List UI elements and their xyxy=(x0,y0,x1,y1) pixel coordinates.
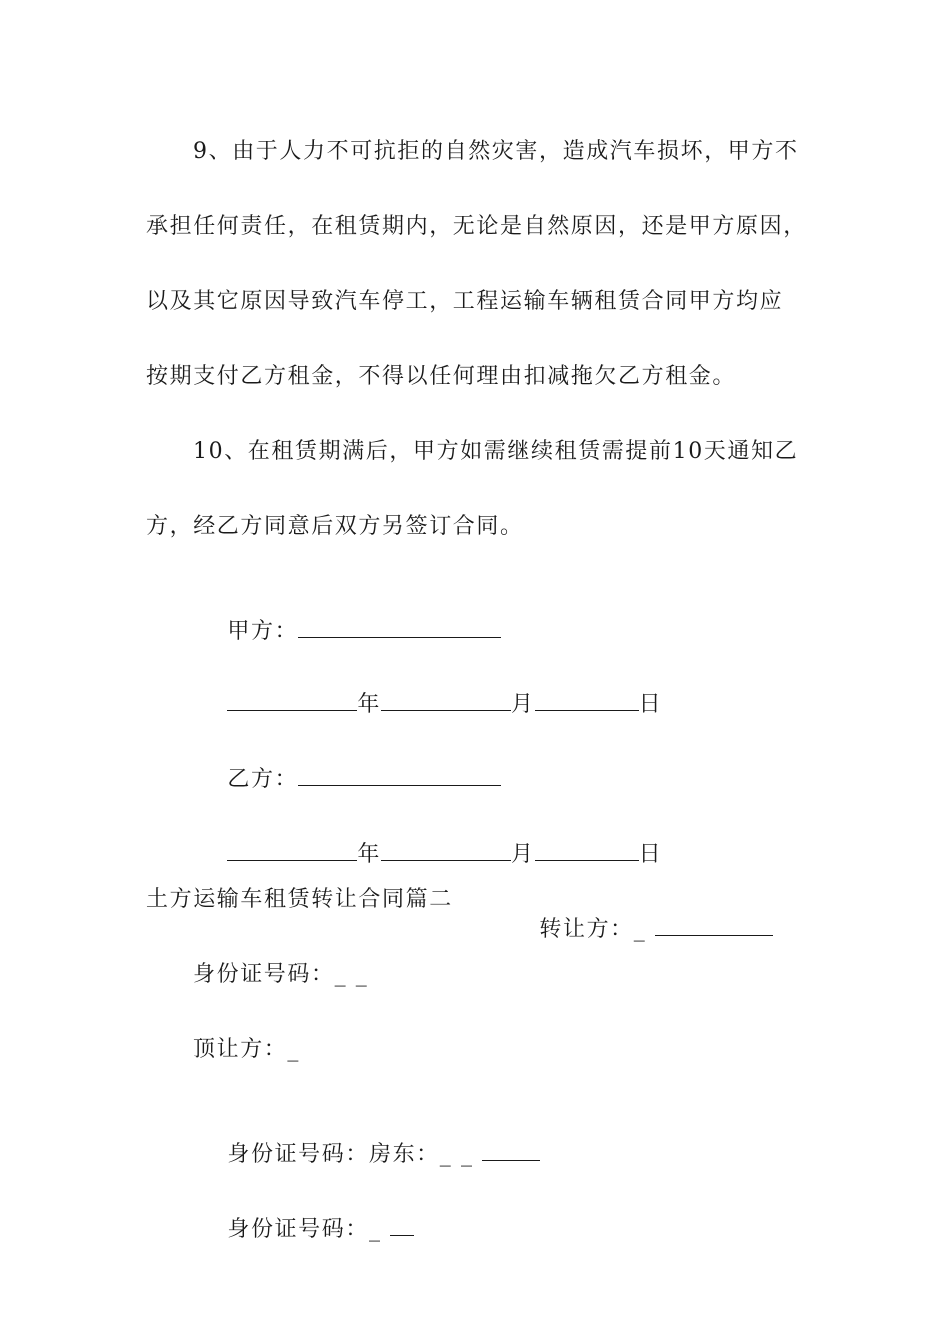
section2-title: 土方运输车租赁转让合同篇二 xyxy=(146,887,453,912)
day-label: 日 xyxy=(638,842,663,867)
transferor-blank xyxy=(655,915,773,936)
year-blank xyxy=(227,840,357,861)
party-a-blank xyxy=(298,617,501,638)
id-number-3-blank xyxy=(390,1215,414,1236)
transferor-label: 转让方：_ xyxy=(539,917,655,942)
id-number-1: 身份证号码：_ _ xyxy=(193,962,369,987)
transferee-row: 顶让方：_ xyxy=(193,1037,301,1062)
para9-line2: 承担任何责任，在租赁期内，无论是自然原因，还是甲方原因， xyxy=(146,214,807,239)
id-landlord-label: 身份证号码：房东：_ _ xyxy=(227,1142,483,1167)
transferor-row xyxy=(505,885,773,975)
para10-line1: 10、在租赁期满后，甲方如需继续租赁需提前10天通知乙 xyxy=(193,439,799,464)
day-label: 日 xyxy=(638,692,663,717)
year-blank xyxy=(227,690,357,711)
party-b-blank xyxy=(298,765,501,786)
month-blank xyxy=(381,690,511,711)
para9-line4: 按期支付乙方租金，不得以任何理由扣减拖欠乙方租金。 xyxy=(146,364,737,389)
year-label: 年 xyxy=(357,842,381,867)
day-blank xyxy=(535,690,639,711)
id-number-3-label: 身份证号码：_ xyxy=(227,1217,391,1242)
party-b-label: 乙方： xyxy=(227,767,299,792)
day-blank xyxy=(535,840,639,861)
month-blank xyxy=(381,840,511,861)
para9-line3: 以及其它原因导致汽车停工，工程运输车辆租赁合同甲方均应 xyxy=(146,289,784,314)
party-a-label: 甲方： xyxy=(227,619,299,644)
para10-line2: 方，经乙方同意后双方另签订合同。 xyxy=(146,514,524,539)
para9-line1: 9、由于人力不可抗拒的自然灾害，造成汽车损坏，甲方不 xyxy=(193,139,799,164)
id-number-3-row xyxy=(193,1185,414,1275)
landlord-blank xyxy=(482,1140,540,1161)
month-label: 月 xyxy=(510,692,535,717)
year-label: 年 xyxy=(357,692,381,717)
month-label: 月 xyxy=(510,842,535,867)
